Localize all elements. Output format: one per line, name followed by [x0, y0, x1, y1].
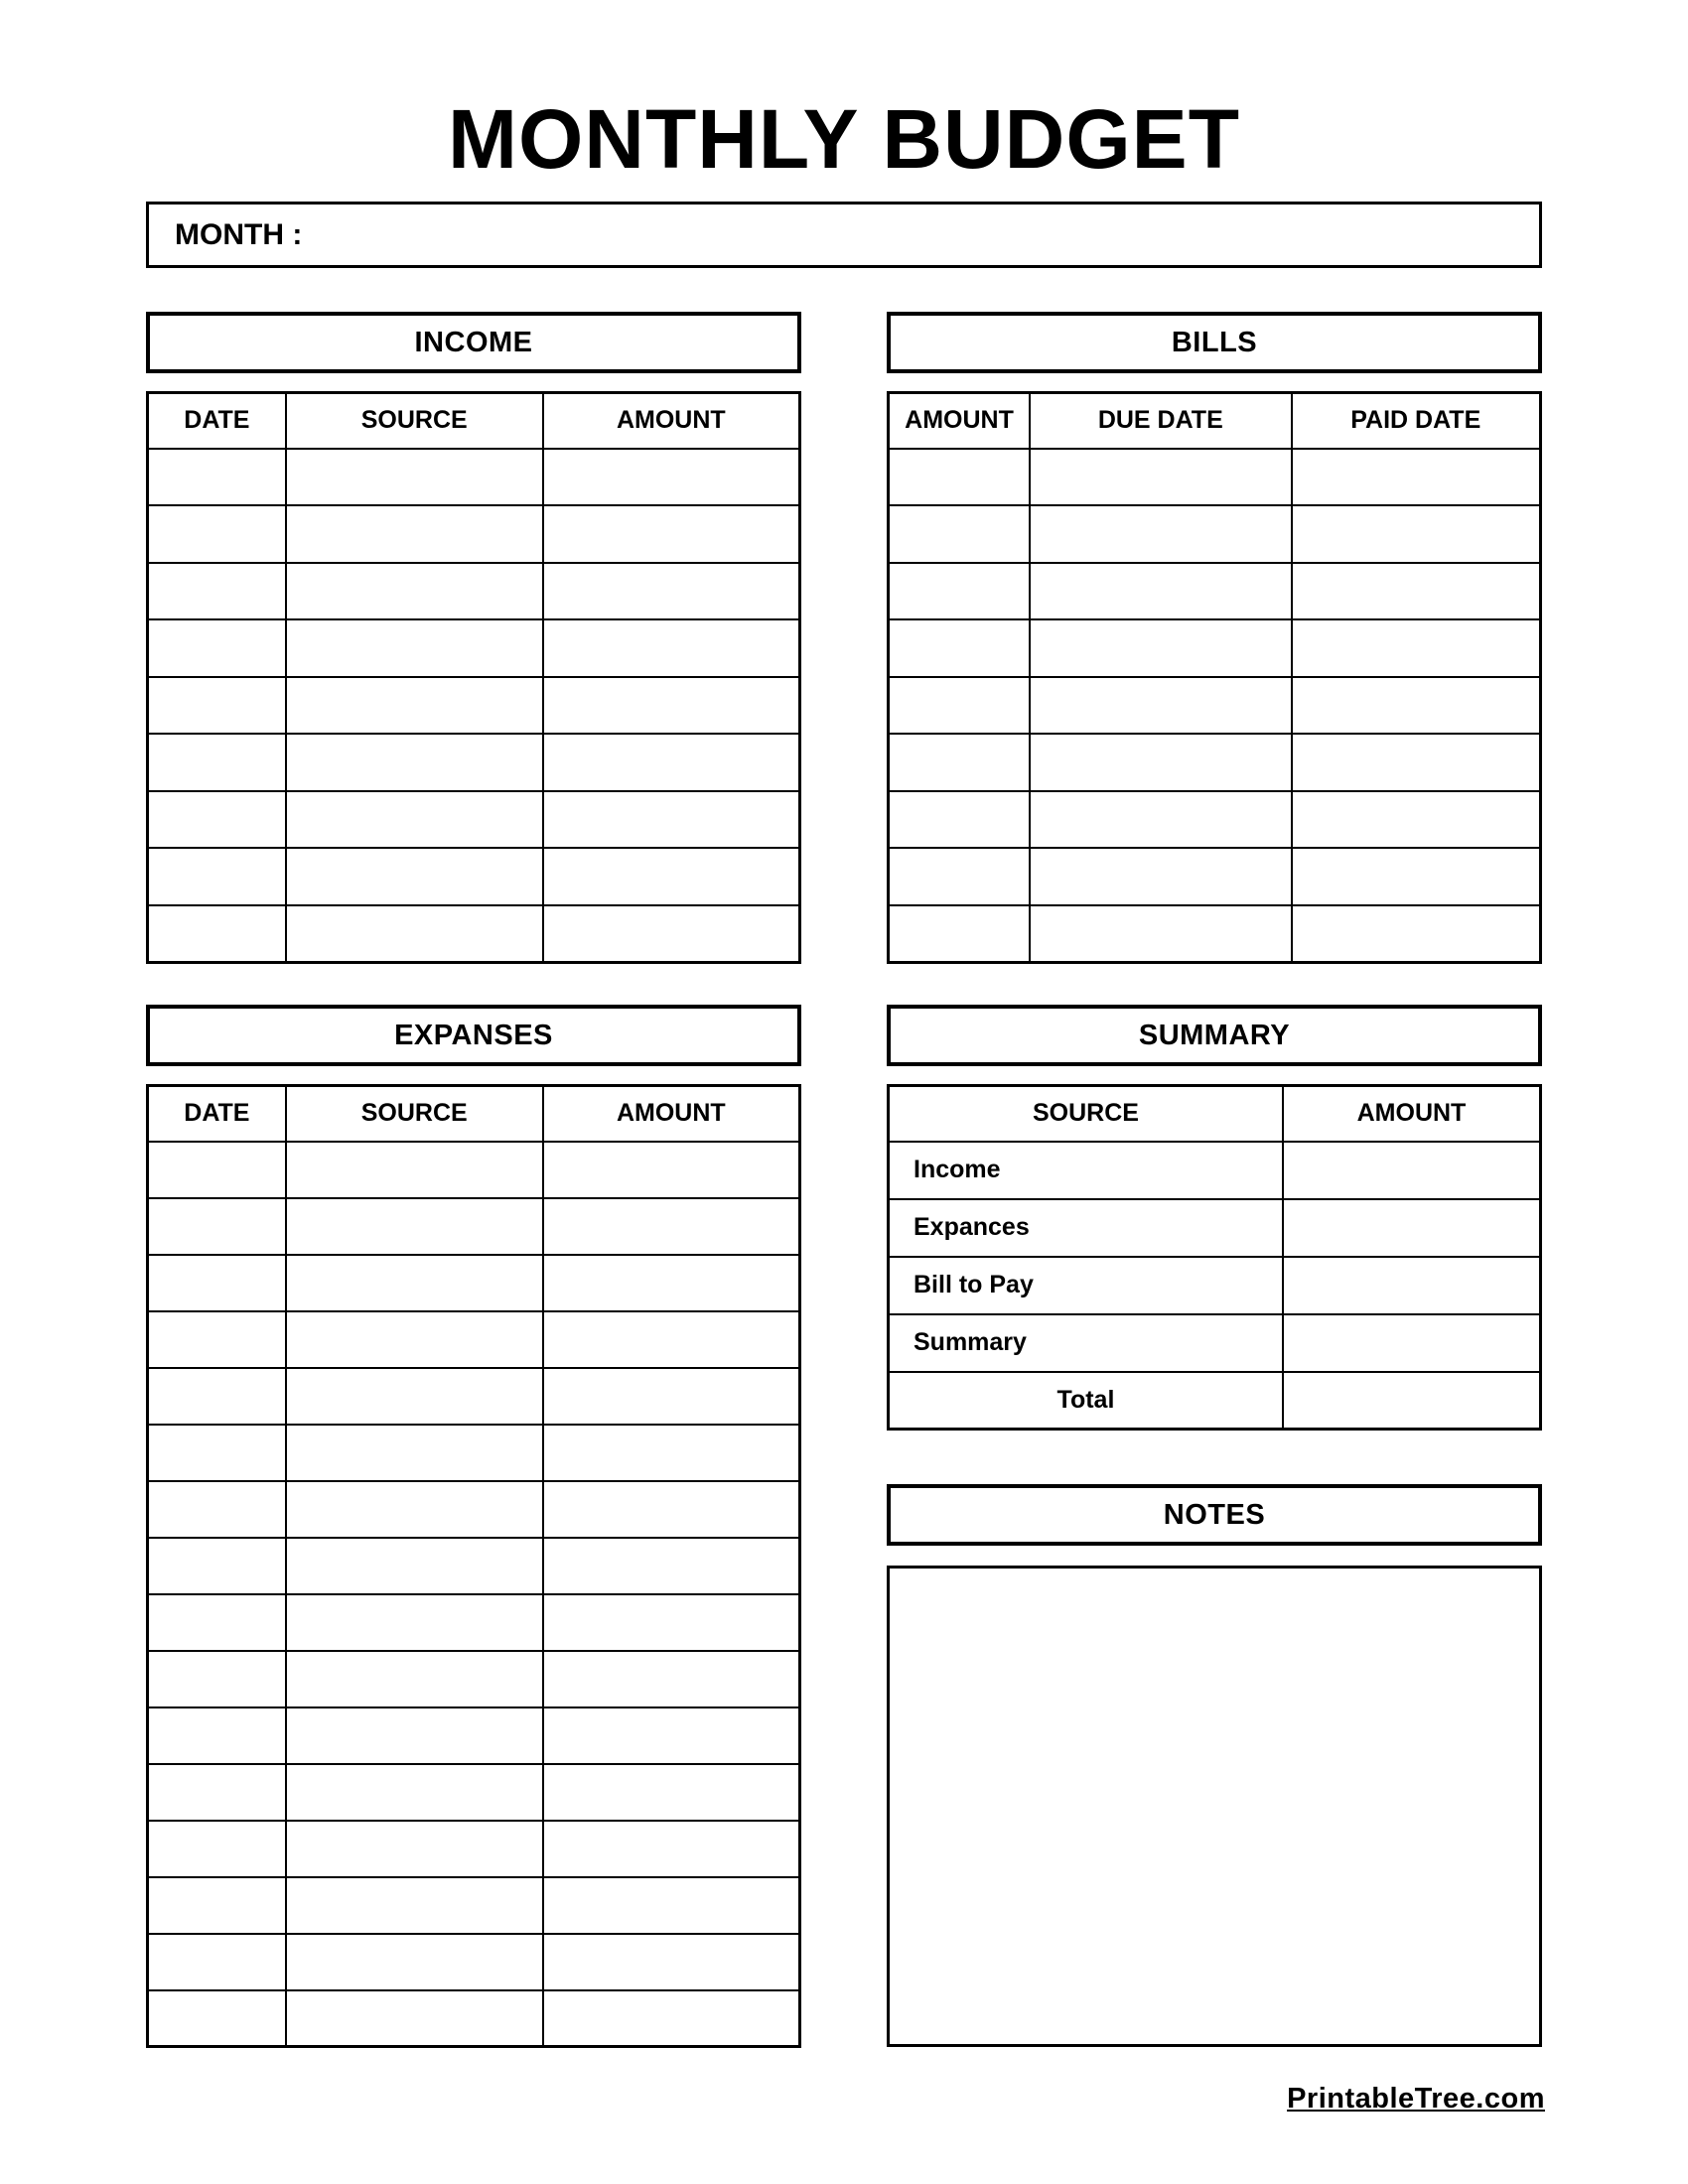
summary-row-amount — [1283, 1372, 1541, 1430]
empty-cell — [286, 1142, 543, 1198]
empty-cell — [148, 1311, 286, 1368]
expanses-col-source: SOURCE — [286, 1086, 543, 1142]
table-row — [889, 734, 1541, 791]
empty-cell — [148, 619, 286, 677]
table-row — [148, 1651, 800, 1707]
table-row — [889, 905, 1541, 963]
income-col-amount: AMOUNT — [543, 393, 800, 449]
empty-cell — [286, 449, 543, 506]
empty-cell — [286, 734, 543, 791]
empty-cell — [286, 791, 543, 849]
table-row — [148, 505, 800, 563]
empty-cell — [286, 1594, 543, 1651]
empty-cell — [286, 619, 543, 677]
income-table — [146, 391, 801, 964]
empty-cell — [286, 563, 543, 620]
notes-section-title-label: NOTES — [1163, 1498, 1266, 1531]
summary-row-amount — [1283, 1257, 1541, 1314]
table-row — [889, 677, 1541, 735]
expanses-table — [146, 1084, 801, 2048]
empty-cell — [1030, 449, 1291, 506]
table-row — [148, 905, 800, 963]
empty-cell — [148, 1764, 286, 1821]
expanses-section-title-label: EXPANSES — [394, 1019, 553, 1051]
empty-cell — [543, 1877, 800, 1934]
expanses-section-title — [146, 1005, 801, 1066]
table-row — [148, 1198, 800, 1255]
table-row — [148, 1764, 800, 1821]
empty-cell — [1030, 505, 1291, 563]
empty-cell — [1030, 734, 1291, 791]
empty-cell — [889, 905, 1031, 963]
empty-cell — [286, 1425, 543, 1481]
empty-cell — [1030, 619, 1291, 677]
table-row — [148, 1255, 800, 1311]
table-row — [148, 1425, 800, 1481]
empty-cell — [1292, 449, 1541, 506]
empty-cell — [889, 734, 1031, 791]
empty-cell — [889, 677, 1031, 735]
empty-cell — [889, 791, 1031, 849]
empty-cell — [1292, 791, 1541, 849]
summary-row-label: Bill to Pay — [889, 1257, 1283, 1314]
summary-row-label: Total — [889, 1372, 1283, 1430]
empty-cell — [1292, 563, 1541, 620]
empty-cell — [543, 1198, 800, 1255]
expanses-col-date: DATE — [148, 1086, 286, 1142]
empty-cell — [286, 1368, 543, 1425]
empty-cell — [286, 848, 543, 905]
table-row — [889, 563, 1541, 620]
table-row — [889, 505, 1541, 563]
month-label: MONTH : — [175, 217, 303, 251]
empty-cell — [1030, 563, 1291, 620]
empty-cell — [1030, 848, 1291, 905]
footer-site-link[interactable]: PrintableTree.com — [1287, 2083, 1545, 2115]
empty-cell — [286, 1821, 543, 1877]
table-row — [889, 791, 1541, 849]
table-row — [148, 1594, 800, 1651]
summary-row — [889, 1257, 1541, 1314]
empty-cell — [1292, 505, 1541, 563]
empty-cell — [543, 563, 800, 620]
empty-cell — [543, 1368, 800, 1425]
empty-cell — [543, 1707, 800, 1764]
table-row — [148, 1707, 800, 1764]
table-row — [148, 1368, 800, 1425]
empty-cell — [543, 1764, 800, 1821]
table-row — [148, 734, 800, 791]
empty-cell — [543, 1990, 800, 2047]
table-row — [148, 449, 800, 506]
empty-cell — [543, 1934, 800, 1990]
empty-cell — [148, 1255, 286, 1311]
table-row — [148, 1821, 800, 1877]
empty-cell — [543, 734, 800, 791]
empty-cell — [286, 1481, 543, 1538]
empty-cell — [148, 1877, 286, 1934]
summary-row — [889, 1314, 1541, 1372]
income-col-date: DATE — [148, 393, 286, 449]
empty-cell — [286, 505, 543, 563]
empty-cell — [889, 619, 1031, 677]
empty-cell — [148, 734, 286, 791]
summary-col-source: SOURCE — [889, 1086, 1283, 1142]
summary-col-amount: AMOUNT — [1283, 1086, 1541, 1142]
empty-cell — [543, 1142, 800, 1198]
empty-cell — [543, 1255, 800, 1311]
empty-cell — [543, 677, 800, 735]
bills-col-amount: AMOUNT — [889, 393, 1031, 449]
empty-cell — [148, 791, 286, 849]
empty-cell — [543, 905, 800, 963]
empty-cell — [148, 1651, 286, 1707]
empty-cell — [148, 848, 286, 905]
empty-cell — [286, 1198, 543, 1255]
empty-cell — [148, 1990, 286, 2047]
bills-col-paid-date: PAID DATE — [1292, 393, 1541, 449]
empty-cell — [543, 1651, 800, 1707]
table-row — [148, 563, 800, 620]
empty-cell — [286, 905, 543, 963]
empty-cell — [1292, 734, 1541, 791]
empty-cell — [286, 1311, 543, 1368]
empty-cell — [148, 905, 286, 963]
empty-cell — [148, 677, 286, 735]
empty-cell — [543, 619, 800, 677]
summary-section-title — [887, 1005, 1542, 1066]
expanses-col-amount: AMOUNT — [543, 1086, 800, 1142]
empty-cell — [543, 1538, 800, 1594]
summary-row-label: Summary — [889, 1314, 1283, 1372]
empty-cell — [543, 1425, 800, 1481]
table-row — [148, 677, 800, 735]
empty-cell — [889, 449, 1031, 506]
summary-row — [889, 1142, 1541, 1199]
month-value — [302, 205, 1539, 265]
empty-cell — [148, 1368, 286, 1425]
empty-cell — [286, 1255, 543, 1311]
income-section-title — [146, 312, 801, 373]
empty-cell — [148, 1481, 286, 1538]
income-header-row — [148, 393, 800, 449]
summary-row-label: Expances — [889, 1199, 1283, 1257]
notes-box — [887, 1566, 1542, 2047]
income-section-title-label: INCOME — [414, 326, 533, 358]
empty-cell — [543, 1821, 800, 1877]
empty-cell — [543, 1481, 800, 1538]
page-title: MONTHLY BUDGET — [447, 92, 1241, 186]
summary-section-title-label: SUMMARY — [1138, 1019, 1291, 1051]
empty-cell — [148, 1594, 286, 1651]
table-row — [148, 1311, 800, 1368]
table-row — [889, 848, 1541, 905]
empty-cell — [286, 1934, 543, 1990]
table-row — [148, 619, 800, 677]
income-col-source: SOURCE — [286, 393, 543, 449]
bills-section-title — [887, 312, 1542, 373]
summary-header-row — [889, 1086, 1541, 1142]
empty-cell — [148, 1934, 286, 1990]
empty-cell — [286, 677, 543, 735]
empty-cell — [148, 1821, 286, 1877]
empty-cell — [286, 1764, 543, 1821]
empty-cell — [286, 1651, 543, 1707]
empty-cell — [889, 848, 1031, 905]
empty-cell — [286, 1538, 543, 1594]
empty-cell — [889, 505, 1031, 563]
empty-cell — [543, 1311, 800, 1368]
empty-cell — [148, 1198, 286, 1255]
bills-header-row — [889, 393, 1541, 449]
empty-cell — [286, 1707, 543, 1764]
empty-cell — [1030, 677, 1291, 735]
empty-cell — [286, 1877, 543, 1934]
table-row — [889, 449, 1541, 506]
expanses-header-row — [148, 1086, 800, 1142]
empty-cell — [148, 563, 286, 620]
month-field — [146, 202, 1542, 268]
empty-cell — [148, 1142, 286, 1198]
empty-cell — [543, 449, 800, 506]
table-row — [889, 619, 1541, 677]
summary-row-amount — [1283, 1199, 1541, 1257]
empty-cell — [148, 1538, 286, 1594]
empty-cell — [148, 1425, 286, 1481]
empty-cell — [543, 791, 800, 849]
empty-cell — [148, 1707, 286, 1764]
table-row — [148, 1877, 800, 1934]
bills-table — [887, 391, 1542, 964]
empty-cell — [1292, 677, 1541, 735]
notes-section-title — [887, 1484, 1542, 1546]
empty-cell — [543, 848, 800, 905]
empty-cell — [1292, 848, 1541, 905]
table-row — [148, 848, 800, 905]
empty-cell — [286, 1990, 543, 2047]
summary-row-amount — [1283, 1314, 1541, 1372]
table-row — [148, 1990, 800, 2047]
summary-row-label: Income — [889, 1142, 1283, 1199]
table-row — [148, 1481, 800, 1538]
table-row — [148, 1142, 800, 1198]
empty-cell — [148, 505, 286, 563]
empty-cell — [1030, 791, 1291, 849]
summary-row — [889, 1199, 1541, 1257]
empty-cell — [543, 505, 800, 563]
empty-cell — [543, 1594, 800, 1651]
empty-cell — [1292, 619, 1541, 677]
empty-cell — [148, 449, 286, 506]
empty-cell — [1030, 905, 1291, 963]
empty-cell — [889, 563, 1031, 620]
summary-row — [889, 1372, 1541, 1430]
table-row — [148, 1538, 800, 1594]
table-row — [148, 791, 800, 849]
summary-table — [887, 1084, 1542, 1431]
table-row — [148, 1934, 800, 1990]
summary-row-amount — [1283, 1142, 1541, 1199]
bills-col-due-date: DUE DATE — [1030, 393, 1291, 449]
bills-section-title-label: BILLS — [1171, 326, 1258, 358]
empty-cell — [1292, 905, 1541, 963]
